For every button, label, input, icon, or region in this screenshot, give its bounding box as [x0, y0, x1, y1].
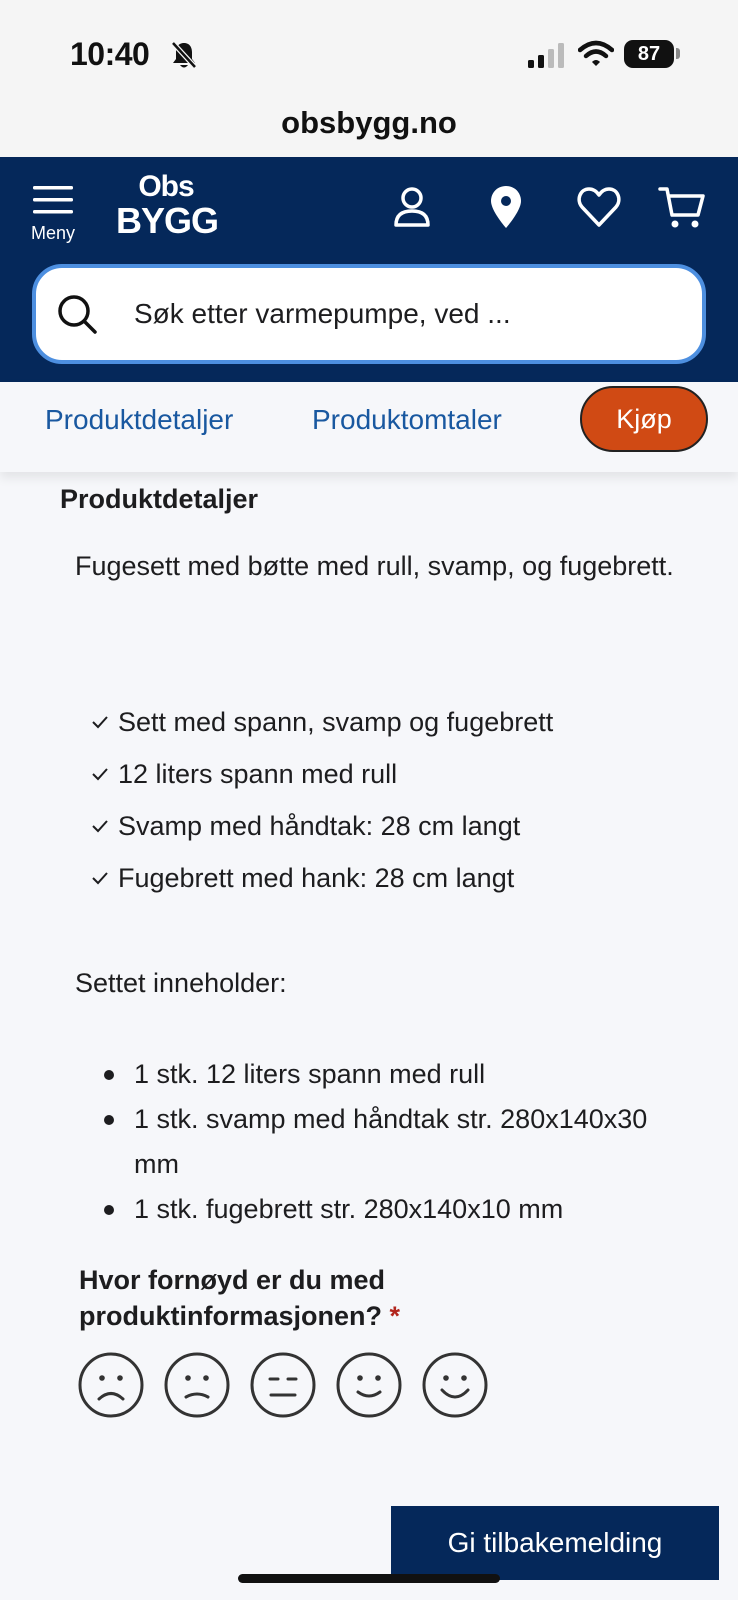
- obs-bygg-logo[interactable]: [116, 170, 219, 243]
- bullet-icon: [104, 1115, 114, 1125]
- very-satisfied-face-icon[interactable]: [422, 1352, 488, 1418]
- required-mark: *: [389, 1301, 401, 1331]
- set-item-text: 1 stk. 12 liters spann med rull: [134, 1059, 486, 1089]
- browser-url-bar[interactable]: [0, 100, 738, 157]
- signal-icon: [528, 42, 566, 68]
- product-tab-bar: [0, 382, 738, 472]
- list-item: [100, 1052, 660, 1097]
- bell-off-icon: [170, 40, 198, 70]
- section-title: Produktdetaljer: [60, 484, 259, 514]
- bullet-icon: [104, 1205, 114, 1215]
- feature-text: Svamp med håndtak: 28 cm langt: [118, 811, 521, 841]
- search-box[interactable]: [32, 264, 706, 364]
- buy-button[interactable]: Kjøp: [580, 386, 708, 452]
- logo-top: Obs: [138, 170, 194, 203]
- feature-text: Sett med spann, svamp og fugebrett: [118, 707, 554, 737]
- list-item: [90, 704, 553, 756]
- list-item: [100, 1187, 660, 1232]
- product-intro: Fugesett med bøtte med rull, svamp, og fugebrett.: [75, 551, 674, 581]
- list-item: [100, 1097, 660, 1187]
- home-indicator[interactable]: [238, 1574, 500, 1583]
- menu-button[interactable]: [24, 181, 82, 247]
- check-icon: [90, 756, 110, 792]
- tab-product-reviews[interactable]: Produktomtaler: [312, 404, 502, 435]
- feedback-question: [79, 1262, 499, 1334]
- status-time: 10:40: [70, 36, 150, 72]
- feature-text: 12 liters spann med rull: [118, 759, 398, 789]
- hamburger-icon: [33, 185, 73, 215]
- feature-text: Fugebrett med hank: 28 cm langt: [118, 863, 515, 893]
- status-bar: [0, 0, 738, 100]
- rating-row: [78, 1352, 488, 1418]
- bullet-icon: [104, 1070, 114, 1080]
- set-item-text: 1 stk. svamp med håndtak str. 280x140x30 mm: [134, 1104, 648, 1179]
- feedback-question-text: Hvor fornøyd er du med produktinformasjonen?: [79, 1265, 386, 1331]
- check-icon: [90, 704, 110, 740]
- feature-list: [90, 704, 553, 912]
- menu-label: Meny: [30, 223, 75, 243]
- battery-level: 87: [624, 40, 674, 68]
- url-text[interactable]: obsbygg.no: [281, 105, 457, 140]
- logo-bottom: BYGG: [116, 200, 219, 241]
- wifi-icon: [578, 40, 614, 68]
- set-contents-list: [100, 1052, 660, 1232]
- search-icon: [56, 293, 98, 335]
- set-item-text: 1 stk. fugebrett str. 280x140x10 mm: [134, 1194, 564, 1224]
- neutral-face-icon[interactable]: [250, 1352, 316, 1418]
- store-location-icon[interactable]: [482, 183, 530, 231]
- check-icon: [90, 808, 110, 844]
- dissatisfied-face-icon[interactable]: [164, 1352, 230, 1418]
- very-dissatisfied-face-icon[interactable]: [78, 1352, 144, 1418]
- give-feedback-button[interactable]: Gi tilbakemelding: [391, 1506, 719, 1580]
- list-item: [90, 808, 553, 860]
- list-item: [90, 756, 553, 808]
- check-icon: [90, 860, 110, 896]
- list-item: [90, 860, 553, 912]
- set-contents-title: Settet inneholder:: [75, 968, 287, 998]
- satisfied-face-icon[interactable]: [336, 1352, 402, 1418]
- tab-product-details[interactable]: Produktdetaljer: [45, 404, 234, 435]
- search-input[interactable]: [134, 298, 674, 330]
- heart-icon[interactable]: [575, 183, 623, 231]
- account-icon[interactable]: [388, 183, 436, 231]
- cart-icon[interactable]: [658, 183, 706, 231]
- battery-cap: [676, 48, 680, 59]
